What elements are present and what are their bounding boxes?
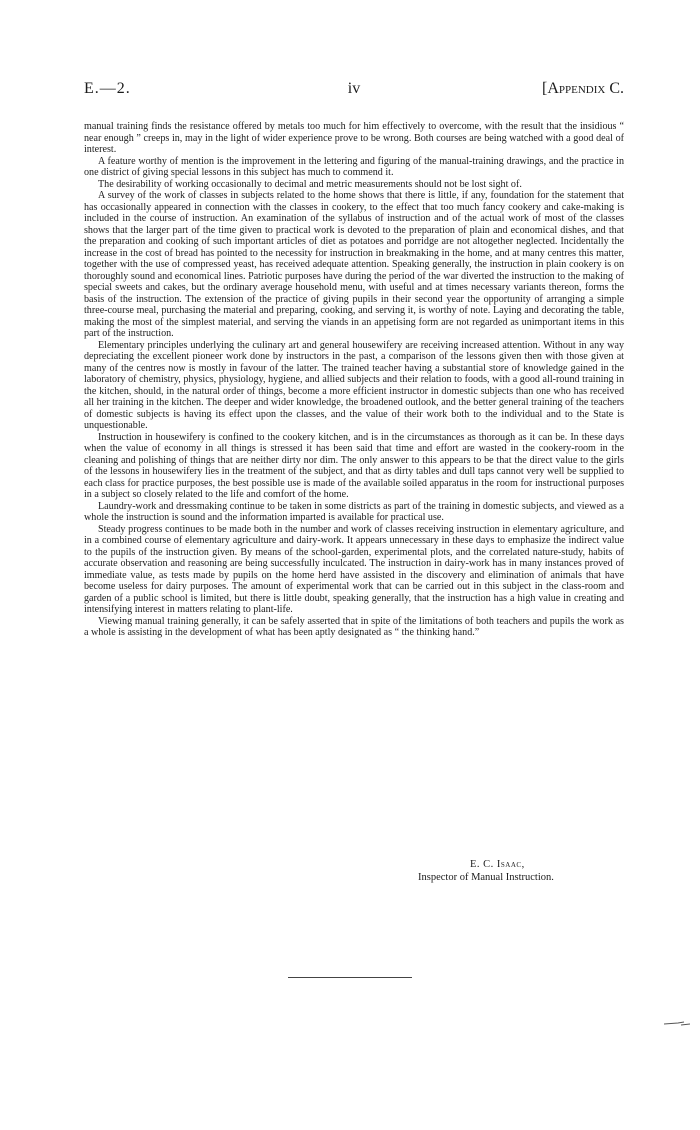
paragraph: Viewing manual training generally, it can be safely asserted that in spite of the limitations of both teachers and pupils the work as a whole is assisting in the development of what has been aptly designated as “ the thinking hand.” (84, 615, 624, 638)
paragraph: A feature worthy of mention is the improvement in the lettering and figuring of the manual-training drawings, and the practice in one district of giving special lessons in this subject has much to commend it. (84, 155, 624, 178)
margin-mark-icon (664, 1020, 690, 1026)
paragraph: A survey of the work of classes in subjects related to the home shows that there is little, if any, foundation for the statement that has occasionally appeared in connection with the classes in cookery, to the effect that too much fancy cookery and cake-making is included in the course of instruction. An examination of the syllabus of instruction and of the actual work of most of the classes shows that the larger part of the time given to practical work is devoted to the preparation of plain and economical dishes, and that the preparation and cooking of such important articles of diet as potatoes and porridge are not altogether neglected. Incidentally the increase in the cost of bread has pointed to the necessity for instruction in breakmaking in the home, and at many centres this matter, together with the use of compressed yeast, has received adequate attention. Speaking generally, the instruction in plain cookery is on thoroughly sound and economical lines. Patriotic purposes have during the period of the war diverted the instruction to the making of special sweets and cakes, but the ordinary average household menu, with useful and at times necessary variants thereon, forms the basis of the instruction. The extension of the practice of giving pupils in their second year the opportunity of arranging a simple three-course meal, purchasing the material and preparing, cooking, and serving it, is worthy of note. Laying and decorating the table, making the most of the simplest material, and serving the viands in an appetising form are not regarded as unimportant items in this part of the instruction. (84, 190, 624, 339)
signatory-name: E. C. Isaac, (470, 859, 525, 870)
signature-block (84, 858, 624, 884)
paragraph: The desirability of working occasionally to decimal and metric measurements should not be lost sight of. (98, 178, 522, 190)
paragraph: manual training finds the resistance offered by metals too much for him effectively to overcome, with the result that the insidious “ near enough ” creeps in, may in the light of wider experience prove to be wrong. Both courses are being watched with a good deal of interest. (84, 121, 624, 155)
paragraph: Instruction in housewifery is confined to the cookery kitchen, and is in the circumstances as thorough as it can be. In these days when the value of economy in all things is stressed it has been said that time and effort are wasted in the cookery-room in the cleaning and polishing of things that are neither dirty nor dim. The only answer to this appears to be that the direct value to the girls of the lessons in housewifery lies in the treatment of the subject, and that as dirty tables and dull taps cannot very well be supplied to each class for practice purposes, the best possible use is made of the available soiled apparatus in the room for instructional purposes in a subject so closely related to the life and comfort of the home. (84, 431, 624, 500)
document-code: E.—2. (84, 80, 131, 97)
paragraph: Elementary principles underlying the culinary art and general housewifery are receiving increased attention. Without in any way depreciating the excellent pioneer work done by instructors in the past, a comparison of the lessons given then with those given at many of the centres now is mostly in favour of the latter. The trained teacher having a substantial store of knowledge gained in the laboratory of chemistry, physics, physiology, hygiene, and allied subjects and their relation to foods, with a good all-round training in the kitchen, should, in the natural order of things, become a more efficient instructor in domestic subjects than one who has received all her training in the kitchen. The deeper and wider knowledge, the broadened outlook, and the better general training of the teachers of domestic subjects is having its effect upon the classes, and the value of their work both to the individual and to the State is unquestionable. (84, 339, 624, 431)
page-header (84, 80, 624, 102)
paragraph: Laundry-work and dressmaking continue to be taken in some districts as part of the training in domestic subjects, and viewed as a whole the instruction is sound and the information imparted is available for practical use. (84, 500, 624, 523)
report-body (84, 121, 624, 639)
page-number: iv (347, 80, 361, 97)
appendix-label: [Appendix C. (541, 80, 624, 97)
section-divider (288, 977, 412, 978)
signatory-title: Inspector of Manual Instruction. (418, 872, 554, 883)
paragraph: Steady progress continues to be made both in the number and work of classes receiving instruction in elementary agriculture, and in a combined course of elementary agriculture and dairy-work. It appears unnecessary in these days to emphasize the indirect value to the pupils of the instruction given. By means of the school-garden, experimental plots, and the correlated nature-study, habits of accurate observation and reasoning are being successfully inculcated. The instruction in dairy-work has in many instances proved of immediate value, as tests made by pupils on the home herd have assisted in the discovery and elimination of animals that have become useless for dairy purposes. The amount of experimental work that can be carried out in this subject in the class-room and garden of a public school is limited, but there is little doubt, speaking generally, that the instruction has a high value in creating and intensifying interest in matters relating to plant-life. (84, 523, 624, 615)
